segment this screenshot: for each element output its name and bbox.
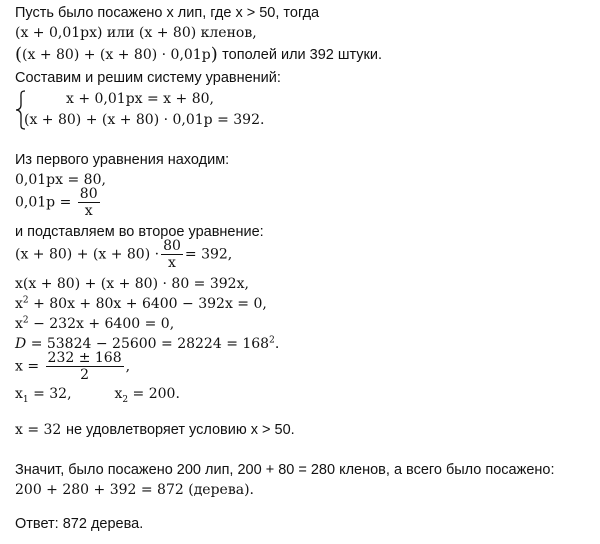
system-heading: Составим и решим систему уравнений: — [15, 70, 281, 86]
step-2 — [15, 186, 102, 219]
check-text: не удовлетворяет условию x > 50. — [65, 422, 295, 438]
roots-line — [15, 384, 180, 404]
root-1-subscript: 1 — [22, 394, 29, 405]
step-6-x: x — [15, 316, 23, 332]
step-2-lhs: 0,01p = — [15, 194, 72, 211]
step-8-end: , — [125, 358, 131, 375]
intro-line-1: Пусть было посажено x лип, где x > 50, тогда — [15, 5, 320, 21]
root-1-x: x — [15, 386, 23, 402]
exponent-two: 2 — [22, 295, 29, 306]
step-6 — [15, 314, 174, 334]
step-8-fraction — [46, 350, 124, 383]
system-equation-2: (x + 80) + (x + 80) · 0,01p = 392. — [24, 112, 265, 128]
solve-heading-1: Из первого уравнения находим: — [15, 152, 230, 168]
step-8 — [15, 350, 130, 383]
solve-heading-2: и подставляем во второе уравнение: — [15, 224, 264, 240]
root-2-subscript: 2 — [122, 394, 129, 405]
root-2-x: x — [114, 386, 123, 402]
step-2-fraction — [78, 186, 100, 219]
step-1: 0,01px = 80, — [15, 172, 106, 188]
right-paren-symbol: ) — [210, 44, 218, 65]
step-8-denominator: 2 — [80, 367, 90, 383]
step-5-rest: + 80x + 80x + 6400 − 392x = 0, — [33, 296, 267, 312]
check-expression: x = 32 — [15, 422, 62, 438]
left-paren-symbol: ( — [15, 44, 23, 65]
check-line — [15, 420, 295, 440]
intro-line-3-text: тополей или 392 штуки. — [222, 47, 383, 63]
step-7-end: . — [274, 336, 280, 352]
step-3-lhs: (x + 80) + (x + 80) · — [15, 246, 160, 263]
exponent-two: 2 — [269, 335, 275, 346]
discriminant-symbol: D — [15, 336, 27, 352]
step-5 — [15, 294, 267, 314]
root-2-value: = 200. — [132, 386, 180, 402]
step-3-fraction — [161, 238, 183, 271]
step-5-x: x — [15, 296, 23, 312]
step-2-denominator: x — [84, 203, 93, 219]
exponent-two: 2 — [22, 315, 29, 326]
system-equation-1: x + 0,01px = x + 80, — [66, 91, 214, 107]
intro-line-3 — [15, 44, 382, 65]
step-7-expression: = 53824 − 25600 = 28224 = 168 — [30, 336, 270, 352]
intro-line-2: (x + 0,01px) или (x + 80) кленов, — [15, 25, 257, 41]
step-4: x(x + 80) + (x + 80) · 80 = 392x, — [15, 276, 249, 292]
step-8-lhs: x = — [15, 358, 40, 375]
conclusion-line-2: 200 + 280 + 392 = 872 (дерева). — [15, 482, 254, 498]
root-1-value: = 32, — [33, 386, 72, 402]
answer-line: Ответ: 872 дерева. — [15, 516, 144, 532]
step-3-denominator: x — [168, 255, 176, 271]
step-8-numerator: 232 ± 168 — [47, 350, 122, 366]
step-3-numerator: 80 — [163, 238, 181, 254]
conclusion-line-1: Значит, было посажено 200 лип, 200 + 80 = 280 кленов, а всего было посажено: — [15, 462, 555, 478]
intro-line-3-expression: (x + 80) + (x + 80) · 0,01p — [22, 47, 211, 63]
step-3-rhs: = 392, — [184, 246, 233, 263]
step-6-rest: − 232x + 6400 = 0, — [33, 316, 175, 332]
step-3 — [15, 238, 232, 271]
step-2-numerator: 80 — [79, 186, 98, 202]
